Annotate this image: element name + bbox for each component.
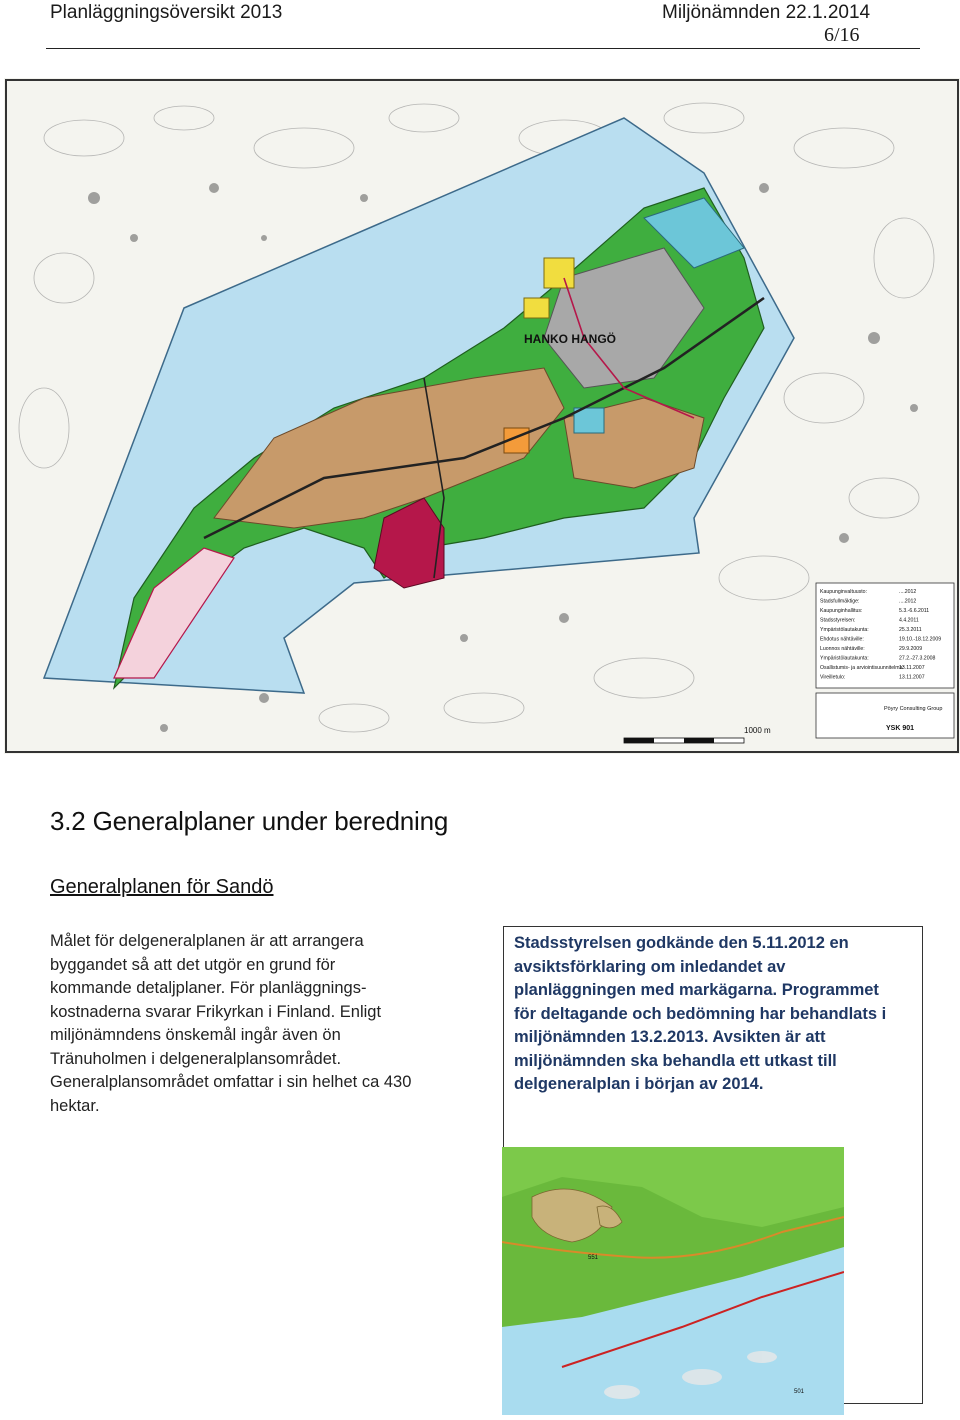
scale-label: 1000 m [744,726,771,735]
legend-row-label: Vireilletulo: [820,674,846,681]
legend-row-date: 5.3.-6.6.2011 [899,608,930,614]
page-number: 6/16 [824,24,860,46]
city-label: HANKO HANGÖ [524,332,616,346]
map-label-551: 551 [588,1255,599,1261]
body-line: kostnaderna svarar Frikyrkan i Finland. Enligt [50,1002,382,1021]
status-line: miljönämnden 13.2.2013. Avsikten är att [514,1028,826,1046]
legend-row-date: 13.11.2007 [899,665,925,671]
legend-row-date: 13.11.2007 [899,674,925,681]
legend-row-label: Luonnos nähtäville: [820,646,865,652]
sheet-label: YSK 901 [886,725,915,732]
master-plan-map [4,78,960,754]
legend-row-label: Kaupunginhallitus: [820,608,863,614]
yellow-zone [544,258,574,288]
subsection-title: Generalplanen för Sandö [50,876,274,898]
status-line: miljönämnden ska behandla ett utkast till [514,1051,837,1070]
legend-row-label: Stadsfullmäktige: [820,598,860,605]
status-line: Stadsstyrelsen godkände den 5.11.2012 en [514,934,849,952]
body-paragraph [50,930,470,1118]
legend-row-date: 29.9.2009 [899,646,923,652]
body-line: Generalplansområdet omfattar i sin helhet ca 430 [50,1073,412,1091]
body-line: byggandet så att det utgör en grund för [50,955,336,974]
body-line: Målet för delgeneralplanen är att arrangera [50,932,364,950]
legend-row-date: 25.3.2011 [899,627,922,633]
legend-row-label: Ehdotus nähtäville: [820,636,864,643]
status-line: avsiktsförklaring om inledandet av [514,957,786,976]
legend-row-date: 27.2.-27.3.2008 [899,655,936,662]
legend-row-date: ....2012 [899,598,917,605]
status-line: för deltagande och bedömning har behandlats i [514,1004,887,1023]
legend-row-date: ....2012 [899,589,917,595]
map-legend [816,583,954,738]
section-title: 3.2 Generalplaner under beredning [50,806,449,836]
sando-map [502,1147,844,1415]
status-line: delgeneralplan i början av 2014. [514,1075,764,1093]
status-line: planläggningen med markägarna. Programmet [514,981,879,999]
yellow-zone-2 [524,298,549,318]
header-left-title: Planläggningsöversikt 2013 [50,2,283,23]
consult-label: Pöyry Consulting Group [884,706,943,712]
legend-row-label: Ympäristölautakunta: [820,627,869,633]
header-rule [46,48,920,49]
status-box-text [514,932,922,1097]
legend-row-label: Ympäristölautakunta: [820,655,869,662]
body-line: Tränuholmen i delgeneralplansområdet. [50,1049,342,1068]
legend-row-label: Osallistumis- ja arviointisuunnitelma: [820,665,904,671]
header-right-title: Miljönämnden 22.1.2014 [662,2,871,23]
body-line: hektar. [50,1096,100,1115]
map-label-501: 501 [794,1389,805,1395]
legend-row-label: Stadsstyrelsen: [820,617,856,624]
legend-row-date: 4.4.2011 [899,617,919,624]
body-line: kommande detaljplaner. För planläggnings- [50,979,367,997]
legend-row-date: 19.10.-18.12.2009 [899,636,942,643]
body-line: miljönämndens önskemål ingår även ön [50,1026,341,1044]
legend-row-label: Kaupunginvaltuusto: [820,589,868,595]
